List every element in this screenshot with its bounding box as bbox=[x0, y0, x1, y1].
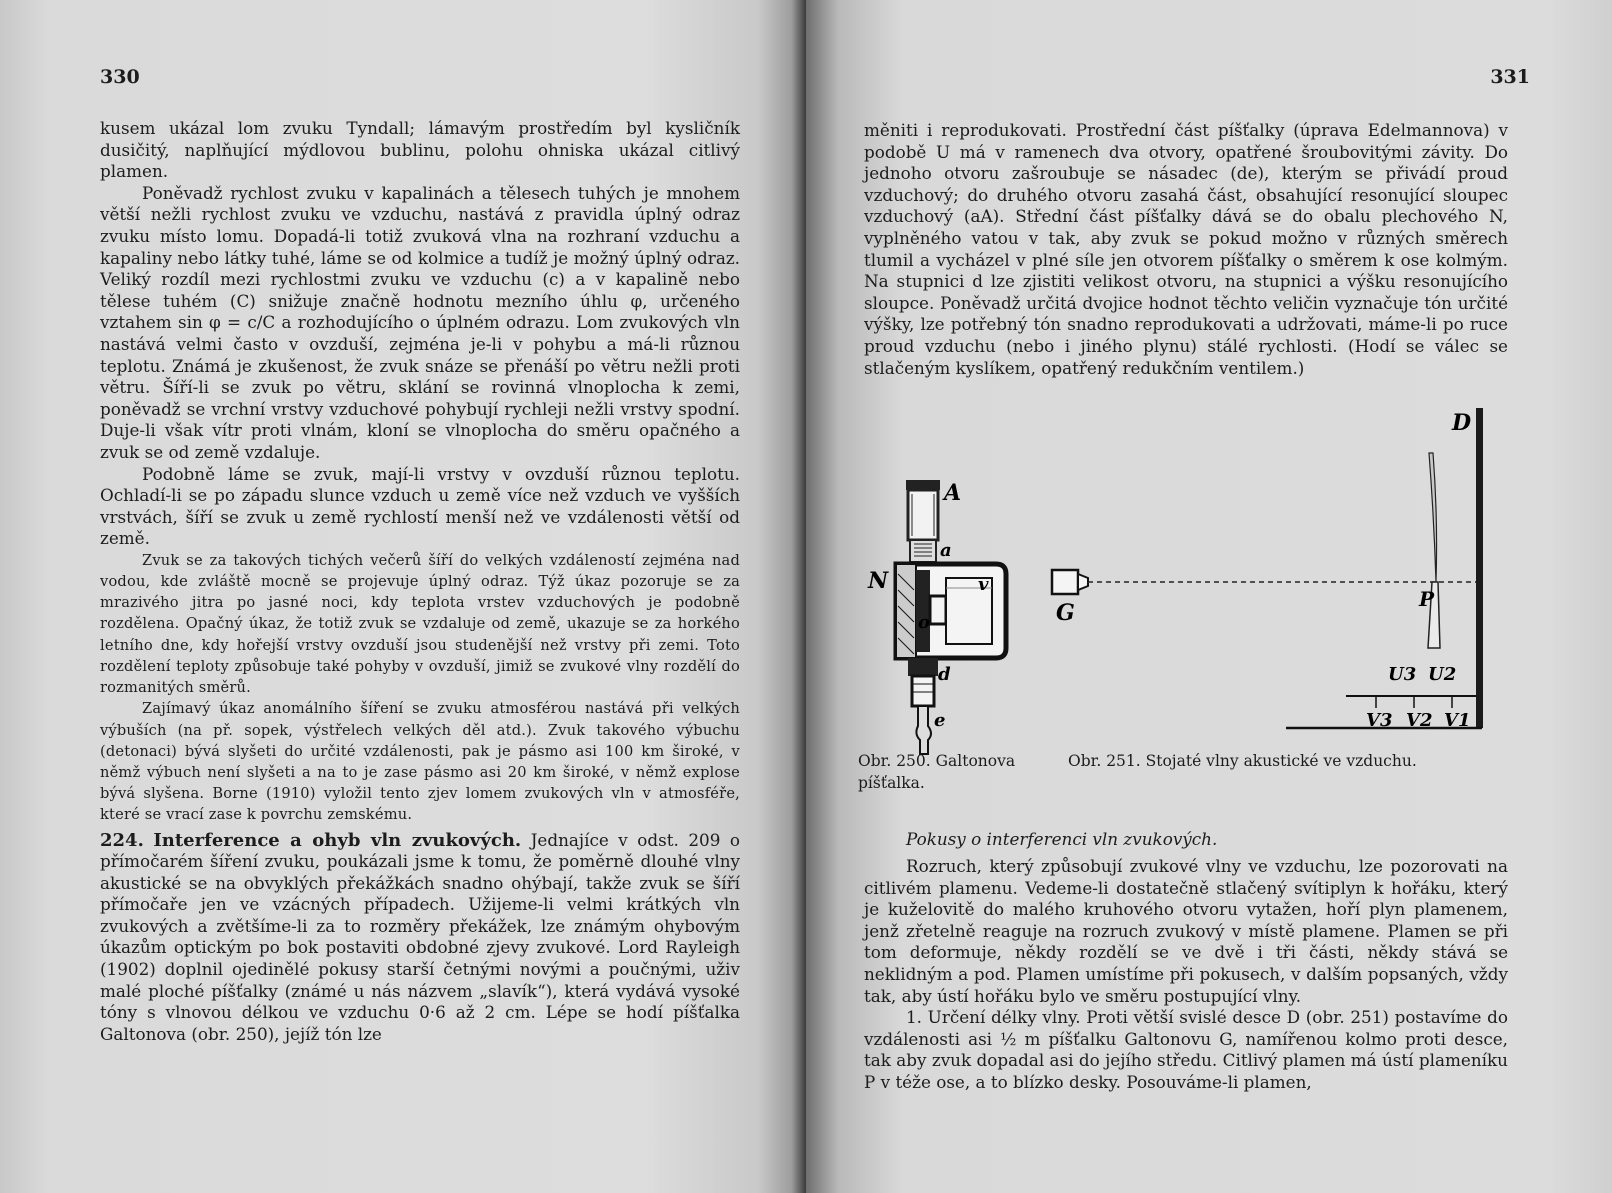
label-A: A bbox=[944, 480, 962, 506]
section-224 bbox=[100, 830, 740, 1046]
label-V1: V1 bbox=[1444, 710, 1471, 731]
small-print-paragraph: Zvuk se za takových tichých večerů šíří do velkých vzdáleností zejména nad vodou, kde zvláště mocně se projevuje úplný odraz. Týž úkaz pozoruje se za mrazivého jitra po jasné noci, kdy teplota vrstev vzduchových je podobně rozdělena. Opačný úkaz, že totiž zvuk se vzdaluje od země, ukazuje se za horkého letního dne, kdy hořejší vrstvy ovzduší jsou studenější než vrstvy při zemi. Toto rozdělení teploty způsobuje také pohyby v ovzduší, jimiž se zvukové vlny rozdělí do rozmanitých směrů. bbox=[100, 551, 740, 697]
label-v: v bbox=[978, 574, 989, 595]
paragraph: Rozruch, který způsobují zvukové vlny ve vzduchu, lze pozorovati na citlivém plamenu. Vedeme-li dostatečně stlačený svítiplyn k hořáku, který je kuželovitě do malého kruhového otvoru vytažen, hoří plyn plamenem, jenž zřetelně reaguje na rozruch zvukový v místě plamene. Plamen se při tom deformuje, někdy rozdělí se ve dvě i tři části, někdy stává se neklidným a pod. Plamen umístíme při pokusech, v dalším popsaných, vždy tak, aby ústí hořáku bylo ve směru postupující vlny. bbox=[864, 856, 1508, 1006]
page-number-left: 330 bbox=[100, 66, 140, 88]
figures bbox=[846, 408, 1566, 808]
label-V2: V2 bbox=[1406, 710, 1433, 731]
figure-251-caption: Obr. 251. Stojaté vlny akustické ve vzduchu. bbox=[1068, 752, 1417, 770]
small-print-paragraph: Zajímavý úkaz anomálního šíření se zvuku atmosférou nastává při velkých výbuších (na př. sopek, výstřelech velkých děl atd.). Zvuk takového výbuchu (detonaci) bývá slyšeti do určité vzdálenosti, pak je pásmo asi 100 km široké, v němž výbuch není slyšeti a na to je zase pásmo asi 20 km široké, v němž explose bývá slyšena. Borne (1910) vyložil tento zjev lomem zvukových vln v atmosféře, které se vrací zase k povrchu zemskému. bbox=[100, 700, 740, 824]
page-number-right: 331 bbox=[1490, 66, 1530, 88]
right-page bbox=[806, 0, 1612, 1193]
left-text-column bbox=[100, 118, 740, 1045]
paragraph: 1. Určení délky vlny. Proti větší svislé desce D (obr. 251) postavíme do vzdálenosti asi ½ m píšťalku Galtonovu G, namířenou kolmo proti desce, tak aby zvuk dopadal asi do jejího středu. Citlivý plamen má ústí plameníku P v téže ose, a to blízko desky. Posouváme-li plamen, bbox=[864, 1007, 1508, 1092]
label-P: P bbox=[1419, 587, 1435, 611]
label-D: D bbox=[1452, 410, 1472, 436]
label-U3: U3 bbox=[1388, 664, 1417, 685]
galton-whistle-figure bbox=[866, 478, 1026, 778]
paragraph: měniti i reprodukovati. Prostřední část píšťalky (úprava Edelmannova) v podobě U má v ramenech dva otvory, opatřené šroubovitými závity. Do jednoho otvoru zašroubuje se násadec (de), kterým se přivádí proud vzduchový; do druhého otvoru zasahá část, obsahující resonující sloupec vzduchový (aA). Střední část píšťalky dává se do obalu plechového N, vyplněného vatou v tak, aby zvuk se pokud možno v různých směrech tlumil a vycházel v plné síle jen otvorem píšťalky o směrem k ose kolmým. Na stupnici d lze zjistiti velikost otvoru, na stupnici a výšku resonujícího sloupce. Poněvadž určitá dvojice hodnot těchto veličin vyznačuje tón určité výšky, lze potřebný tón snadno reprodukovati a udržovati, máme-li po ruce proud vzduchu (nebo i jiného plynu) stálé rychlosti. (Hodí se válec se stlačeným kyslíkem, opatřený redukčním ventilem.) bbox=[864, 120, 1508, 378]
standing-waves-figure bbox=[1036, 408, 1546, 748]
section-text: Jednajíce v odst. 209 o přímočarém šíření zvuku, poukázali jsme k tomu, že poměrně dlouhé vlny akustické se na obvyklých překážkách snadno ohýbají, takže zvuk se šíří přímočaře jen ve vzácných případech. Užijeme-li velmi krátkých vln zvukových a zvětšíme-li za to rozměry překážek, lze známým ohybovým úkazům optickým po bok postaviti obdobné zjevy zvukové. Lord Rayleigh (1902) doplnil ojedinělé pokusy starší četnými novými a poučnými, uživ malé ploché píšťalky (známé u nás názvem „slavík“), která vydává vysoké tóny s vlnovou délkou ve vzduchu 0·6 až 2 cm. Lépe se hodí píšťalka Galtonova (obr. 250), jejíž tón lze bbox=[100, 829, 740, 1044]
label-o: o bbox=[918, 612, 931, 633]
right-text-column-top bbox=[864, 120, 1508, 379]
paragraph: Poněvadž rychlost zvuku v kapalinách a tělesech tuhých je mnohem větší nežli rychlost zvuku ve vzduchu, nastává z pravidla úplný odraz zvuku místo lomu. Dopadá-li totiž zvuková vlna na rozhraní vzduchu a kapaliny nebo látky tuhé, láme se od kolmice a tudíž je možný úplný odraz. Veliký rozdíl mezi rychlostmi zvuku ve vzduchu (c) a v kapalině nebo tělese tuhém (C) snižuje značně hodnotu mezního úhlu φ, určeného vztahem sin φ = c/C a rozhodujícího o úplném odrazu. Lom zvukových vln nastává velmi často v ovzduší, zejména je-li v pohybu a má-li různou teplotu. Známá je zkušenost, že zvuk snáze se přenáší po větru nežli proti větru. Šíří-li se zvuk po větru, sklání se rovinná vlnoplocha k zemi, poněvadž se vrchní vrstvy vzduchové pohybují rychleji nežli vrstvy spodní. Duje-li však vítr proti vlnám, kloní se vlnoplocha do směru opačného a zvuk se od země vzdaluje. bbox=[100, 182, 740, 462]
section-title: Interference a ohyb vln zvukových. bbox=[153, 829, 522, 851]
section-number: 224. bbox=[100, 829, 144, 851]
right-text-column-bottom bbox=[864, 828, 1508, 1094]
label-e: e bbox=[934, 710, 946, 731]
label-a: a bbox=[940, 540, 952, 561]
paragraph: kusem ukázal lom zvuku Tyndall; lámavým prostředím byl kysličník dusičitý, naplňující mýdlovou bublinu, polohu ohniska ukázal citlivý plamen. bbox=[100, 118, 740, 182]
label-U2: U2 bbox=[1428, 664, 1457, 685]
paragraph: Podobně láme se zvuk, mají-li vrstvy v ovzduší různou teplotu. Ochladí-li se po západu slunce vzduch u země více než vzduch ve vyšších vrstvách, šíří se zvuk u země rychlostí menší než ve vzdálenosti větší od země. bbox=[100, 463, 740, 549]
figure-250-caption: Obr. 250. Galtonova píšťalka. bbox=[858, 752, 1016, 792]
label-N: N bbox=[868, 568, 889, 594]
subheading: Pokusy o interferenci vln zvukových. bbox=[906, 829, 1218, 849]
label-G: G bbox=[1056, 600, 1075, 626]
label-V3: V3 bbox=[1366, 710, 1393, 731]
label-d: d bbox=[938, 664, 951, 685]
